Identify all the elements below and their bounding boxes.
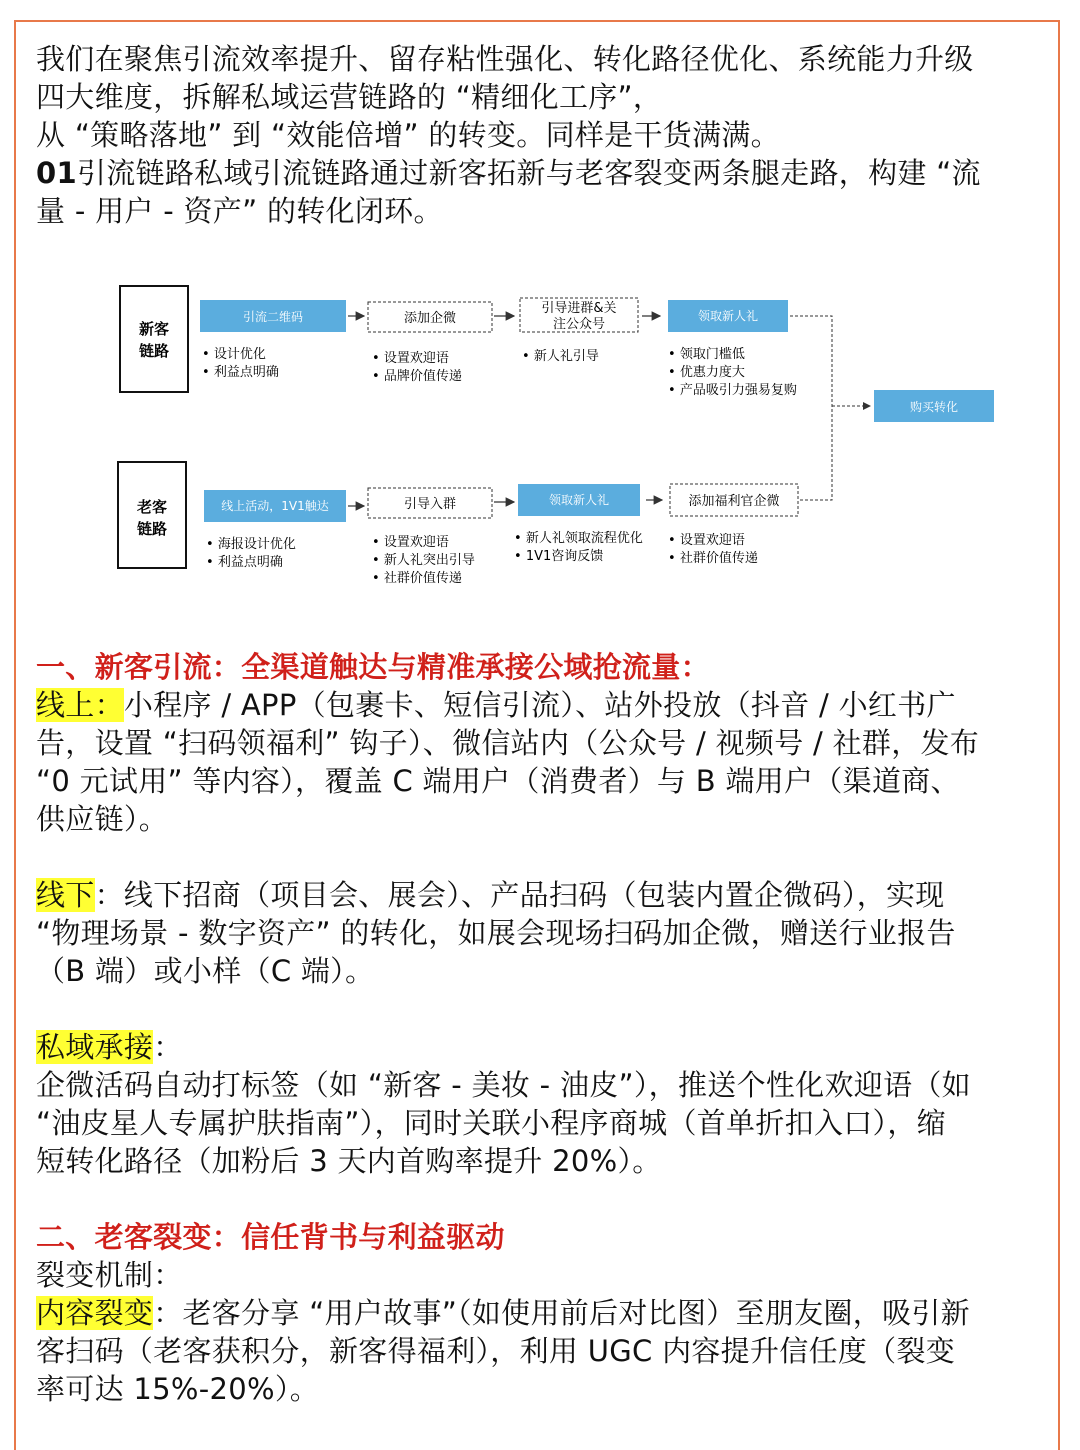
- content-tag: 内容裂变: [36, 1296, 154, 1330]
- online-line-3: “0 元试用” 等内容），覆盖 C 端用户（消费者）与 B 端用户（渠道商、: [36, 764, 960, 798]
- new-chain-label-2: 链路: [138, 342, 170, 360]
- new-step-4-bullet-3: • 产品吸引力强易复购: [668, 383, 797, 398]
- new-step-2-label: 添加企微: [403, 311, 457, 326]
- online-tag: 线上：: [36, 688, 124, 722]
- intro-line-2: 四大维度，拆解私域运营链路的 “精细化工序”，: [36, 80, 663, 114]
- old-step-3-label: 领取新人礼: [548, 493, 610, 507]
- online-line-4: 供应链）。: [36, 802, 169, 836]
- content-text-1: ：老客分享 “用户故事”（如使用前后对比图）至朋友圈，吸引新: [153, 1296, 970, 1330]
- new-step-1-label: 引流二维码: [242, 310, 304, 324]
- mechanism-label: 裂变机制：: [36, 1258, 183, 1292]
- content-line-3: 率可达 15%-20%）。: [36, 1372, 319, 1406]
- section-01-line-1: [36, 154, 1052, 192]
- section-01-line-2: 量 - 用户 - 资产” 的转化闭环。: [36, 194, 443, 228]
- offline-line-2: “物理场景 - 数字资产” 的转化，如展会现场扫码加企微，赠送行业报告: [36, 916, 956, 950]
- online-line-2: 告，设置 “扫码领福利” 钩子）、微信站内（公众号 / 视频号 / 社群，发布: [36, 726, 980, 760]
- private-heading: [36, 1028, 1052, 1066]
- old-chain-label-2: 链路: [136, 520, 168, 538]
- funnel-diagram: [110, 280, 1010, 600]
- section-1-heading: 一、新客引流：全渠道触达与精准承接公域抢流量：: [36, 650, 710, 684]
- private-line-2: “油皮星人专属护肤指南”），同时关联小程序商城（首单折扣入口），缩: [36, 1106, 946, 1140]
- old-step-3-bullet-2: • 1V1咨询反馈: [514, 549, 604, 564]
- offline-line-3: （B 端）或小样（C 端）。: [36, 954, 375, 988]
- online-line-1: [36, 686, 1052, 724]
- old-chain-label-1: 老客: [136, 498, 168, 516]
- offline-text-1: ：线下招商（项目会、展会）、产品扫码（包装内置企微码），实现: [94, 878, 945, 912]
- private-colon: ：: [153, 1030, 183, 1064]
- old-step-2-bullet-3: • 社群价值传递: [372, 571, 462, 586]
- old-step-1-label: 线上活动，1V1触达: [221, 499, 329, 513]
- content-line-2: 客扫码（老客获积分，新客得福利），利用 UGC 内容提升信任度（裂变: [36, 1334, 956, 1368]
- article-body: [36, 40, 1052, 230]
- new-step-4-bullet-1: • 领取门槛低: [668, 347, 745, 362]
- new-step-1-bullet-2: • 利益点明确: [202, 365, 279, 380]
- new-chain-box: [120, 286, 188, 392]
- online-text-1: 小程序 / APP（包裹卡、短信引流）、站外投放（抖音 / 小红书广: [123, 688, 956, 722]
- old-step-4-bullet-1: • 设置欢迎语: [668, 533, 745, 548]
- new-step-3-label-2: 注公众号: [552, 317, 606, 332]
- section-2-heading: 二、老客裂变：信任背书与利益驱动: [36, 1220, 505, 1254]
- section-01-number: 01: [36, 156, 77, 190]
- old-step-2-label: 引导入群: [403, 497, 457, 512]
- content-line-1: [36, 1294, 1052, 1332]
- private-tag: 私域承接: [36, 1030, 154, 1064]
- final-label: 购买转化: [909, 400, 959, 414]
- new-step-4-label: 领取新人礼: [697, 309, 759, 323]
- new-step-3-label-1: 引导进群&关: [541, 301, 617, 316]
- section-1: [36, 648, 1052, 1408]
- new-step-2-bullet-2: • 品牌价值传递: [372, 369, 462, 384]
- intro-line-3: 从 “策略落地” 到 “效能倍增” 的转变。同样是干货满满。: [36, 118, 780, 152]
- old-step-4-label: 添加福利官企微: [688, 494, 780, 509]
- new-step-3-bullet-1: • 新人礼引导: [522, 349, 599, 364]
- offline-tag: 线下: [36, 878, 95, 912]
- old-step-2-bullet-2: • 新人礼突出引导: [372, 553, 475, 568]
- new-step-1-bullet-1: • 设计优化: [202, 347, 266, 362]
- intro-line-1: 我们在聚焦引流效率提升、留存粘性强化、转化路径优化、系统能力升级: [36, 42, 974, 76]
- old-step-1-bullet-2: • 利益点明确: [206, 555, 283, 570]
- new-step-4-bullet-2: • 优惠力度大: [668, 365, 745, 380]
- old-step-4-bullet-2: • 社群价值传递: [668, 551, 758, 566]
- section-01-text-a: 引流链路私域引流链路通过新客拓新与老客裂变两条腿走路，构建 “流: [76, 156, 981, 190]
- offline-line-1: [36, 876, 1052, 914]
- private-line-3: 短转化路径（加粉后 3 天内首购率提升 20%）。: [36, 1144, 662, 1178]
- old-step-2-bullet-1: • 设置欢迎语: [372, 535, 449, 550]
- old-step-3-bullet-1: • 新人礼领取流程优化: [514, 531, 643, 546]
- new-chain-label-1: 新客: [138, 320, 170, 338]
- old-step-1-bullet-1: • 海报设计优化: [206, 537, 296, 552]
- private-line-1: 企微活码自动打标签（如 “新客 - 美妆 - 油皮”），推送个性化欢迎语（如: [36, 1068, 971, 1102]
- new-step-2-bullet-1: • 设置欢迎语: [372, 351, 449, 366]
